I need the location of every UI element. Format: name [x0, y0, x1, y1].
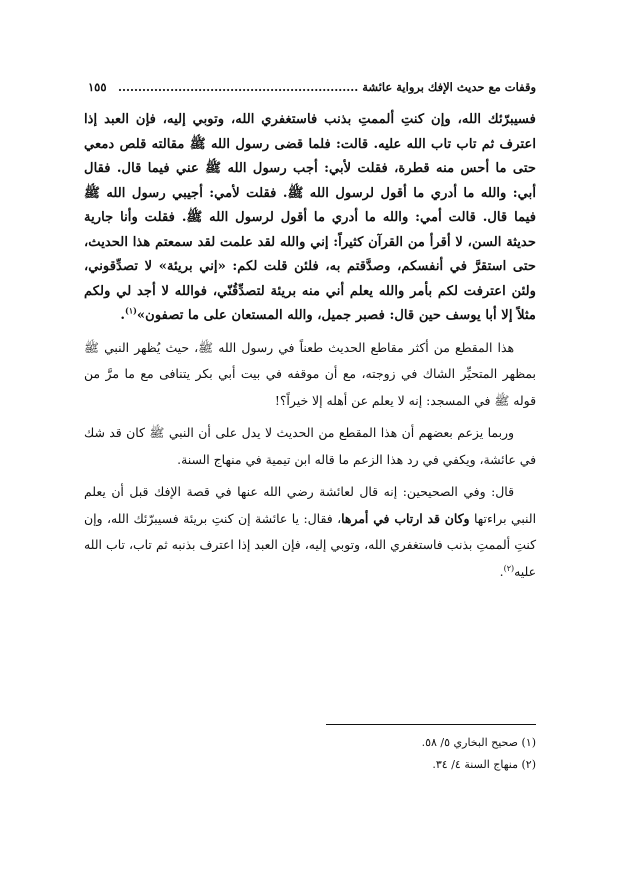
paragraph-4-text-1: قال: وفي الصحيحين: إنه قال لعائشة رضي الله عنها في قصة الإفك قبل أن يعلم النبي براءتها	[84, 484, 537, 526]
footnote-1: (١) صحيح البخاري ٥/ ٥٨.	[421, 736, 536, 749]
paragraph-3-text: وربما يزعم بعضهم أن هذا المقطع من الحديث لا يدل على أن النبي ﷺ كان قد شك في عائشة، ويكفي في رد هذا الزعم ما قاله ابن تيمية في منهاج السنة.	[84, 425, 536, 467]
paragraph-4-text-2: ، فقال: يا عائشة إن كنتِ بريئة فسيبرّئك الله، وإن كنتِ ألممتِ بذنب فاستغفري الله، وتوبي إليه، فإن العبد إذا اعترف بذنبه ثم تاب، تاب الله عليه	[84, 510, 536, 579]
footnote-ref-1: (١)	[125, 305, 137, 316]
footnote-separator	[326, 724, 536, 725]
header-title-group	[118, 80, 536, 94]
paragraph-2-text: هذا المقطع من أكثر مقاطع الحديث طعناً في رسول الله ﷺ، حيث يُظهر النبي ﷺ بمظهر المتحيِّر الشاك في زوجته، مع أن موقفه في بيت أبي بكر يتنافى مع ما مرَّ من قوله ﷺ في المسجد: إنه لا يعلم عن أهله إلا خيراً؟!	[84, 339, 536, 408]
paragraph-1	[84, 108, 536, 329]
paragraph-2	[84, 335, 536, 415]
footnote-2: (٢) منهاج السنة ٤/ ٣٤.	[432, 758, 536, 771]
header-leader: ............................................................	[118, 80, 359, 94]
paragraph-3	[84, 420, 536, 473]
paragraph-1-text-1: فسيبرّئك الله، وإن كنتِ ألممتِ بذنب فاستغفري الله، وتوبي إليه، فإن العبد إذا اعترف ثم تاب تاب الله عليه. قالت: فلما قضى رسول الله ﷺ مقالته قلص دمعي حتى ما أحس منه قطرة، فقلت لأبي: أجب رسول الله ﷺ عني فيما قال. فقال أبي: والله ما أدري ما أقول لرسول الله ﷺ. فقلت لأمي: أجيبي رسول الله ﷺ فيما قال. قالت أمي: والله ما أدري ما أقول لرسول الله ﷺ. فقلت وأنا جارية حديثة السن، لا أقرأ من القرآن كثيراً: إني والله لقد علمت لقد سمعتم هذا الحديث، حتى استقرَّ في أنفسكم، وصدَّقتم به، فلئن قلت لكم: «إني بريئة» لا تصدِّقوني، ولئن اعترفت لكم بأمر والله يعلم أني منه بريئة لتصدِّقُنّي، فوالله لا أجد لي ولكم مثلاً إلا أبا يوسف حين قال: فصبر جميل، والله المستعان على ما تصفون»	[84, 112, 536, 323]
header-title: وقفات مع حديث الإفك برواية عائشة	[362, 80, 536, 94]
running-header	[88, 80, 536, 94]
footnotes	[88, 732, 536, 776]
body-text	[84, 108, 536, 591]
page-number: ١٥٥	[88, 80, 107, 94]
paragraph-4-text-3: .	[499, 563, 504, 579]
paragraph-1-text-2: .	[120, 308, 126, 323]
paragraph-4-bold: وكان قد ارتاب في أمرها	[341, 510, 470, 526]
paragraph-4	[84, 479, 536, 585]
footnote-ref-2: (٢)	[503, 563, 515, 573]
